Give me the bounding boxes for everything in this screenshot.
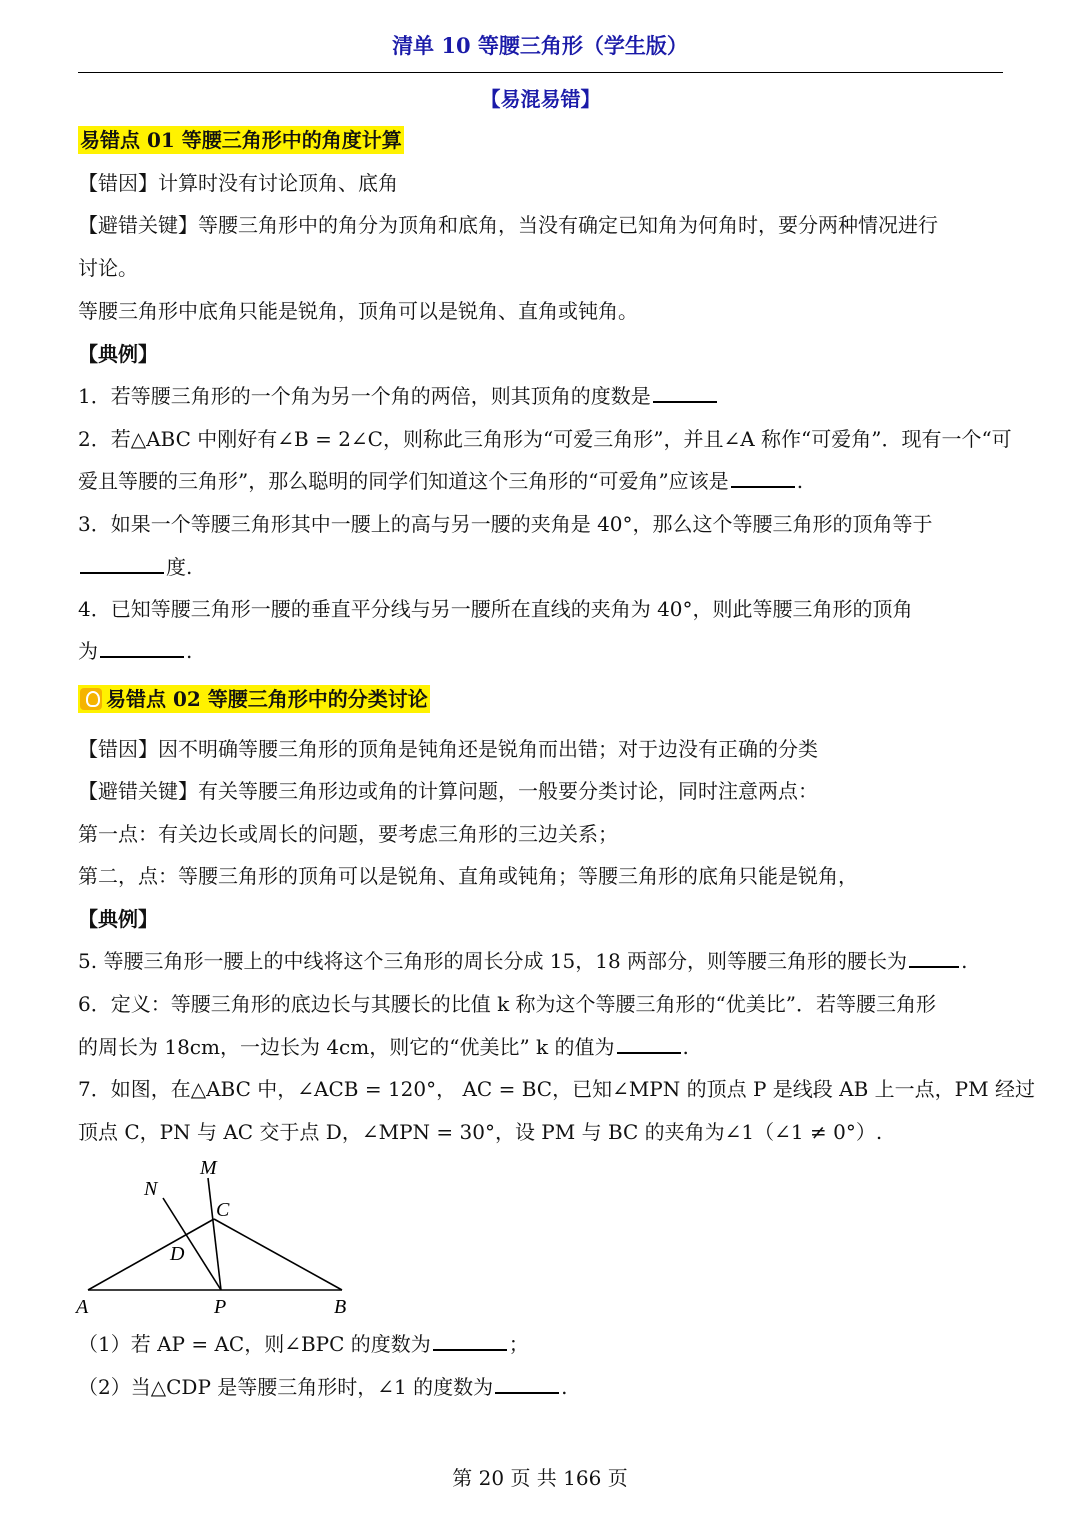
question-1 xyxy=(78,381,1003,411)
point2-first: 第一点：有关边长或周长的问题，要考虑三角形的三边关系； xyxy=(78,822,618,846)
point2-title: 易错点 02 等腰三角形中的分类讨论 xyxy=(106,687,428,711)
segment-bc xyxy=(214,1219,342,1290)
question-2-line1: 2．若△ABC 中刚好有∠B = 2∠C，则称此三角形为“可爱三角形”，并且∠A 称作“可爱角”．现有一个“可 xyxy=(78,427,1012,451)
point2-key: 【避错关键】有关等腰三角形边或角的计算问题，一般要分类讨论，同时注意两点： xyxy=(78,779,818,803)
question-4-end: . xyxy=(186,639,193,663)
question-7-sub1 xyxy=(78,1329,1003,1359)
point1-heading xyxy=(78,125,1003,155)
point2-example-label: 【典例】 xyxy=(78,907,158,931)
lightbulb-icon xyxy=(80,688,102,710)
question-7-sub2 xyxy=(78,1372,1003,1402)
triangle-figure xyxy=(70,1150,370,1320)
point1-example-label: 【典例】 xyxy=(78,342,158,366)
question-2-line2 xyxy=(78,466,1003,496)
label-b: B xyxy=(334,1296,347,1318)
answer-blank xyxy=(80,552,164,574)
point2-title-wrap xyxy=(78,685,430,713)
question-3-end: 度. xyxy=(166,555,193,579)
question-2-end: . xyxy=(796,469,804,493)
label-n: N xyxy=(144,1178,158,1200)
page-header-title: 清单 10 等腰三角形（学生版） xyxy=(392,33,688,58)
label-m: M xyxy=(200,1157,217,1179)
question-7-sub1-end: ； xyxy=(508,1332,529,1356)
question-6-text: 的周长为 18cm，一边长为 4cm，则它的“优美比” k 的值为 xyxy=(78,1035,615,1059)
answer-blank xyxy=(495,1372,559,1394)
question-7-sub2-end: . xyxy=(561,1375,568,1399)
question-5 xyxy=(78,946,1003,976)
question-6-end: . xyxy=(682,1035,689,1059)
question-7-sub2-text: （2）当△CDP 是等腰三角形时，∠1 的度数为 xyxy=(78,1375,494,1399)
question-6-line2 xyxy=(78,1032,1003,1062)
question-7-line1: 7．如图，在△ABC 中，∠ACB = 120°， AC = BC，已知∠MPN 的顶点 P 是线段 AB 上一点，PM 经过 xyxy=(78,1077,1035,1101)
point1-key-line2: 讨论。 xyxy=(78,256,138,280)
question-7-line2: 顶点 C，PN 与 AC 交于点 D，∠MPN = 30°，设 PM 与 BC 的夹角为∠1（∠1 ≠ 0°）. xyxy=(78,1120,883,1144)
answer-blank xyxy=(909,946,959,968)
point1-title: 易错点 01 等腰三角形中的角度计算 xyxy=(80,128,402,152)
answer-blank xyxy=(100,636,184,658)
question-5-end: . xyxy=(961,949,968,973)
answer-blank xyxy=(731,466,795,488)
question-4-line2 xyxy=(78,636,1003,666)
page-footer: 第 20 页 共 166 页 xyxy=(452,1466,628,1490)
question-2-text: 爱且等腰的三角形”，那么聪明的同学们知道这个三角形的“可爱角”应该是 xyxy=(78,469,729,493)
section-title: 【易混易错】 xyxy=(480,87,601,111)
label-c: C xyxy=(216,1199,230,1221)
answer-blank xyxy=(653,381,717,403)
header-divider xyxy=(78,72,1003,73)
segment-ac xyxy=(88,1219,214,1290)
question-7-sub1-text: （1）若 AP = AC，则∠BPC 的度数为 xyxy=(78,1332,431,1356)
point1-key-line1: 【避错关键】等腰三角形中的角分为顶角和底角，当没有确定已知角为何角时，要分两种情况进行 xyxy=(78,213,938,237)
point2-second: 第二，点：等腰三角形的顶角可以是锐角、直角或钝角；等腰三角形的底角只能是锐角， xyxy=(78,864,858,888)
question-6-line1: 6．定义：等腰三角形的底边长与其腰长的比值 k 称为这个等腰三角形的“优美比”．若等腰三角形 xyxy=(78,992,937,1016)
question-4-line1: 4．已知等腰三角形一腰的垂直平分线与另一腰所在直线的夹角为 40°，则此等腰三角形的顶角 xyxy=(78,597,913,621)
point2-heading xyxy=(78,684,1003,714)
label-a: A xyxy=(76,1296,89,1318)
point1-note: 等腰三角形中底角只能是锐角，顶角可以是锐角、直角或钝角。 xyxy=(78,299,638,323)
point2-cause: 【错因】因不明确等腰三角形的顶角是钝角还是锐角而出错；对于边没有正确的分类 xyxy=(78,737,818,761)
question-3-line1: 3．如果一个等腰三角形其中一腰上的高与另一腰的夹角是 40°，那么这个等腰三角形的顶角等于 xyxy=(78,512,933,536)
label-p: P xyxy=(214,1296,227,1318)
question-5-text: 5. 等腰三角形一腰上的中线将这个三角形的周长分成 15，18 两部分，则等腰三角形的腰长为 xyxy=(78,949,908,973)
question-3-line2 xyxy=(78,552,1003,582)
point1-cause: 【错因】计算时没有讨论顶角、底角 xyxy=(78,171,398,195)
label-d: D xyxy=(170,1243,185,1265)
answer-blank xyxy=(617,1032,681,1054)
question-1-text: 1．若等腰三角形的一个角为另一个角的两倍，则其顶角的度数是 xyxy=(78,384,651,408)
answer-blank xyxy=(433,1329,507,1351)
question-4-text: 为 xyxy=(78,639,98,663)
